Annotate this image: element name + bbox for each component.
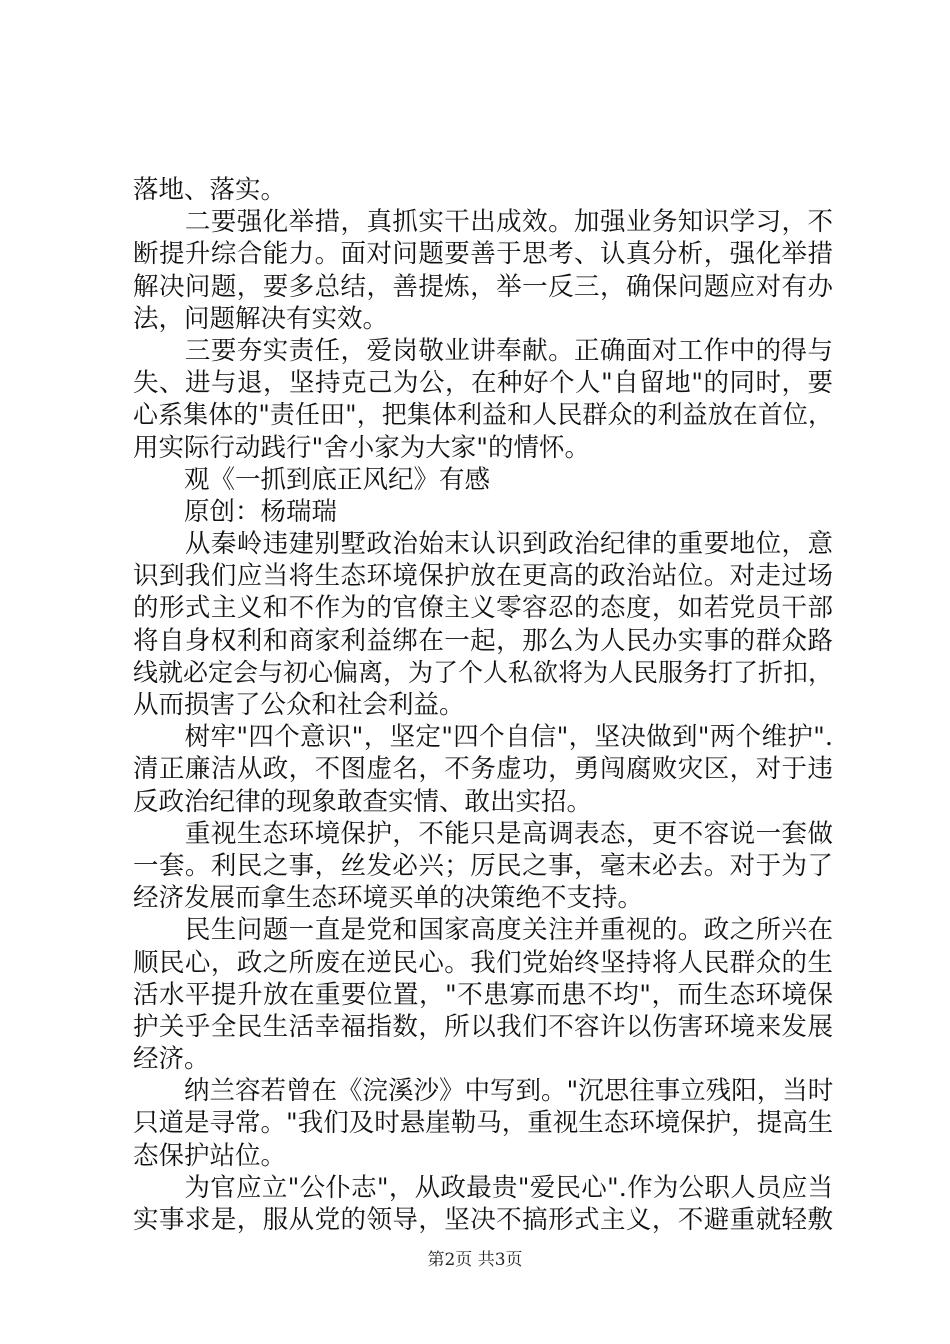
- text-line: 从而损害了公众和社会利益。: [133, 690, 465, 720]
- text-line: 将自身权利和商家利益绑在一起，那么为人民办实事的群众路: [133, 625, 833, 656]
- text-line: 失、进与退，坚持克己为公，在种好个人"自留地"的同时，要: [133, 368, 833, 399]
- text-line: 法，问题解决有实效。: [133, 303, 389, 334]
- text-line: 用实际行动践行"舍小家为大家"的情怀。: [133, 432, 590, 463]
- text-line: 经济。: [133, 1044, 210, 1075]
- text-line: 态保护站位。: [133, 1140, 287, 1171]
- text-line: 实事求是，服从党的领导，坚决不搞形式主义，不避重就轻敷: [133, 1205, 833, 1235]
- text-line: 经济发展而拿生态环境买单的决策绝不支持。: [133, 883, 644, 914]
- text-line: 重视生态环境保护，不能只是高调表态，更不容说一套做: [133, 818, 833, 849]
- text-line: 断提升综合能力。面对问题要善于思考、认真分析，强化举措: [133, 239, 833, 270]
- text-line: 心系集体的"责任田"，把集体利益和人民群众的利益放在首位，: [133, 400, 833, 430]
- text-line: 民生问题一直是党和国家高度关注并重视的。政之所兴在: [133, 915, 833, 946]
- text-line: 活水平提升放在重要位置，"不患寡而患不均"，而生态环境保: [133, 979, 833, 1010]
- text-line: 解决问题，要多总结，善提炼，举一反三，确保问题应对有办: [133, 271, 833, 302]
- text-line: 为官应立"公仆志"，从政最贵"爱民心".作为公职人员应当: [133, 1172, 833, 1203]
- text-line: 护关乎全民生活幸福指数，所以我们不容许以伤害环境来发展: [133, 1011, 833, 1042]
- text-line: 原创：杨瑞瑞: [133, 496, 338, 527]
- text-line: 纳兰容若曾在《浣溪沙》中写到。"沉思往事立残阳，当时: [133, 1076, 834, 1107]
- text-line: 从秦岭违建别墅政治始末认识到政治纪律的重要地位，意: [133, 529, 833, 560]
- text-line: 二要强化举措，真抓实干出成效。加强业务知识学习，不: [133, 207, 833, 238]
- text-line: 一套。利民之事，丝发必兴；厉民之事，毫末必去。对于为了: [133, 850, 833, 881]
- text-line: 观《一抓到底正风纪》有感: [133, 464, 491, 495]
- text-line: 反政治纪律的现象敢查实情、敢出实招。: [133, 786, 593, 817]
- text-line: 树牢"四个意识"，坚定"四个自信"，坚决做到"两个维护".: [133, 722, 833, 753]
- text-line: 顺民心，政之所废在逆民心。我们党始终坚持将人民群众的生: [133, 947, 833, 978]
- text-line: 三要夯实责任，爱岗敬业讲奉献。正确面对工作中的得与: [133, 335, 833, 366]
- text-line: 的形式主义和不作为的官僚主义零容忍的态度，如若党员干部: [133, 593, 833, 624]
- text-line: 清正廉洁从政，不图虚名，不务虚功，勇闯腐败灾区，对于违: [133, 754, 833, 785]
- text-line: 识到我们应当将生态环境保护放在更高的政治站位。对走过场: [133, 561, 833, 592]
- text-line: 落地、落实。: [133, 175, 287, 205]
- text-line: 只道是寻常。"我们及时悬崖勒马，重视生态环境保护，提高生: [133, 1108, 834, 1139]
- text-line: 线就必定会与初心偏离，为了个人私欲将为人民服务打了折扣，: [133, 657, 834, 687]
- page-footer: 第2页 共3页: [427, 1250, 523, 1270]
- document-body: [133, 174, 833, 1236]
